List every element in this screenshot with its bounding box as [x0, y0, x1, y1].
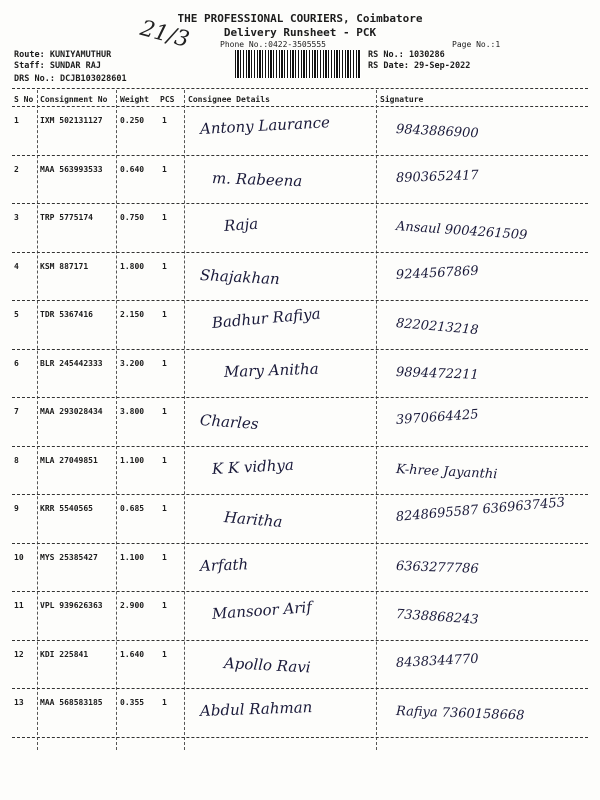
- rs-date: RS Date: 29-Sep-2022: [368, 61, 471, 71]
- table-row: [0, 593, 600, 642]
- row-signature-handwriting: 8438344770: [395, 651, 479, 671]
- row-pcs: 1: [162, 310, 167, 319]
- row-pcs: 1: [162, 213, 167, 222]
- row-pcs: 1: [162, 601, 167, 610]
- row-weight: 3.800: [120, 407, 145, 416]
- row-sno: 9: [14, 504, 19, 513]
- row-consignee-handwriting: K K vidhya: [211, 455, 295, 478]
- page-number: Page No.:1: [452, 40, 501, 49]
- row-separator: [12, 494, 588, 495]
- row-consignee-handwriting: Abdul Rahman: [199, 698, 313, 720]
- row-consignment-no: KRR 5540565: [40, 504, 93, 513]
- table-row: [0, 642, 600, 691]
- table-top-rule: [12, 88, 588, 89]
- table-row: [0, 302, 600, 351]
- table-row: [0, 690, 600, 739]
- row-sno: 3: [14, 213, 19, 222]
- row-consignee-handwriting: Mary Anitha: [223, 359, 319, 381]
- row-separator: [12, 300, 588, 301]
- table-row: [0, 157, 600, 206]
- row-signature-handwriting: 6363277786: [395, 558, 479, 577]
- row-consignee-handwriting: Badhur Rafiya: [211, 304, 322, 332]
- row-weight: 2.150: [120, 310, 145, 319]
- row-consignment-no: MAA 563993533: [40, 164, 103, 174]
- runsheet-subtitle: Delivery Runsheet - PCK: [223, 26, 377, 39]
- table-row: [0, 254, 600, 303]
- row-sno: 5: [14, 310, 19, 319]
- col-sno: S No: [14, 95, 34, 104]
- row-consignment-no: IXM 502131127: [40, 116, 103, 125]
- row-weight: 0.640: [120, 164, 145, 174]
- row-signature-handwriting: 7338868243: [395, 607, 480, 628]
- row-pcs: 1: [162, 552, 167, 562]
- row-consignee-handwriting: m. Rabeena: [211, 168, 303, 190]
- row-weight: 1.640: [120, 649, 145, 659]
- row-sno: 13: [14, 698, 24, 707]
- col-signature: Signature: [380, 95, 424, 104]
- row-sno: 10: [14, 552, 24, 562]
- col-pcs: PCS: [160, 95, 175, 104]
- row-consignee-handwriting: Apollo Ravi: [223, 653, 312, 677]
- row-separator: [12, 640, 588, 641]
- table-row: [0, 399, 600, 448]
- row-consignment-no: MYS 25385427: [40, 552, 98, 562]
- row-pcs: 1: [162, 164, 167, 174]
- row-weight: 1.100: [120, 552, 145, 562]
- row-separator: [12, 446, 588, 447]
- row-consignee-handwriting: Shajakhan: [199, 265, 281, 288]
- row-separator: [12, 349, 588, 350]
- row-consignee-handwriting: Haritha: [223, 508, 284, 532]
- row-separator: [12, 543, 588, 544]
- row-weight: 0.750: [120, 213, 145, 222]
- row-signature-handwriting: 9244567869: [395, 263, 479, 283]
- company-title: THE PROFESSIONAL COURIERS, Coimbatore: [177, 12, 423, 25]
- row-consignee-handwriting: Mansoor Arif: [211, 598, 313, 623]
- row-weight: 0.355: [120, 698, 145, 707]
- row-signature-handwriting: 9894472211: [395, 364, 479, 383]
- row-separator: [12, 688, 588, 689]
- table-row: [0, 108, 600, 157]
- row-sno: 7: [14, 407, 19, 416]
- row-pcs: 1: [162, 116, 167, 125]
- row-consignment-no: KDI 225841: [40, 649, 89, 659]
- route-label: Route: KUNIYAMUTHUR: [14, 50, 112, 60]
- row-pcs: 1: [162, 407, 167, 416]
- row-pcs: 1: [162, 261, 167, 271]
- row-consignment-no: MAA 293028434: [40, 407, 103, 416]
- row-consignment-no: TDR 5367416: [40, 310, 93, 319]
- row-sno: 11: [14, 601, 24, 610]
- row-consignee-handwriting: Arfath: [199, 554, 249, 575]
- row-pcs: 1: [162, 698, 167, 707]
- barcode-image: [235, 50, 361, 78]
- row-sno: 2: [14, 164, 19, 174]
- row-separator: [12, 397, 588, 398]
- row-consignee-handwriting: Raja: [223, 214, 259, 235]
- row-consignment-no: TRP 5775174: [40, 213, 93, 222]
- drs-number: DRS No.: DCJB103028601: [14, 74, 127, 84]
- col-weight: Weight: [120, 95, 149, 104]
- phone-number: Phone No.:0422-3505555: [220, 40, 326, 49]
- row-weight: 1.800: [120, 261, 145, 271]
- row-signature-handwriting: K-hree Jayanthi: [395, 461, 498, 482]
- row-signature-handwriting: 8220213218: [395, 316, 480, 339]
- handwritten-corner-note: 21/3: [137, 16, 192, 53]
- row-weight: 3.200: [120, 358, 145, 368]
- row-separator: [12, 252, 588, 253]
- row-pcs: 1: [162, 358, 167, 368]
- row-signature-handwriting: Ansaul 9004261509: [395, 219, 528, 244]
- table-row: [0, 545, 600, 594]
- row-weight: 0.685: [120, 504, 145, 513]
- row-signature-handwriting: 9843886900: [395, 122, 479, 142]
- row-sno: 6: [14, 358, 19, 368]
- row-weight: 1.100: [120, 455, 145, 465]
- row-separator: [12, 155, 588, 156]
- row-signature-handwriting: 8903652417: [395, 167, 479, 186]
- row-consignee-handwriting: Charles: [199, 411, 260, 434]
- row-consignee-handwriting: Antony Laurance: [199, 113, 331, 138]
- row-sno: 8: [14, 455, 19, 465]
- row-weight: 2.900: [120, 601, 145, 610]
- table-row: [0, 496, 600, 545]
- row-consignment-no: KSM 887171: [40, 261, 89, 271]
- rs-number: RS No.: 1030286: [368, 50, 445, 60]
- row-pcs: 1: [162, 504, 167, 513]
- row-consignment-no: BLR 245442333: [40, 358, 103, 368]
- row-consignment-no: VPL 939626363: [40, 601, 103, 610]
- table-row: [0, 351, 600, 400]
- row-signature-handwriting: 8248695587 6369637453: [395, 495, 566, 525]
- row-signature-handwriting: 3970664425: [395, 407, 480, 428]
- row-consignment-no: MLA 27049851: [40, 455, 98, 465]
- row-separator: [12, 203, 588, 204]
- col-consignee: Consignee Details: [188, 95, 270, 104]
- row-separator: [12, 591, 588, 592]
- header-rule: [12, 106, 588, 107]
- row-signature-handwriting: Rafiya 7360158668: [395, 704, 525, 724]
- col-consignment: Consignment No: [40, 95, 108, 104]
- row-weight: 0.250: [120, 116, 145, 125]
- row-sno: 4: [14, 261, 19, 271]
- row-consignment-no: MAA 568583185: [40, 698, 103, 707]
- table-row: [0, 205, 600, 254]
- row-sno: 1: [14, 116, 19, 125]
- staff-label: Staff: SUNDAR RAJ: [14, 61, 101, 71]
- row-pcs: 1: [162, 649, 167, 659]
- row-sno: 12: [14, 649, 24, 659]
- table-row: [0, 448, 600, 497]
- row-separator: [12, 737, 588, 738]
- row-pcs: 1: [162, 455, 167, 465]
